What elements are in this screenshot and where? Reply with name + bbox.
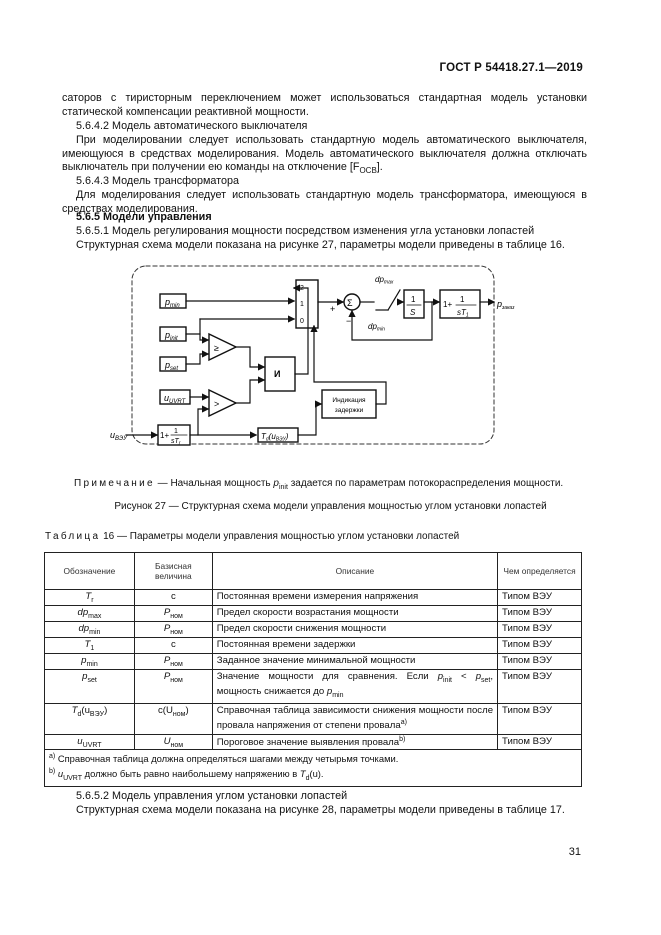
svg-text:>: >	[214, 399, 220, 409]
figure-note: Примечание — Начальная мощность $p_{init}$ задается по параметрам потокораспределения мощности.	[74, 478, 564, 491]
section-5-6-4-2-body: При моделировании следует использовать стандартную модель автоматического выключателя, имеющуюся в средствах моделирования. Модель автоматического выключателя должна отключать выключатель при получении ею команды на отключение $[F_{ОСВ}]$.	[62, 134, 587, 176]
block-diagram-figure-27	[110, 262, 515, 452]
row-6-description: Значение мощности для сравнения. Если $p_{init} < p_{set}$, мощность снижается до $p_{min}$	[212, 669, 497, 704]
input-uuvrt-block	[160, 390, 190, 405]
svg-text:uUVRT: $u_{UVRT}$	[164, 393, 186, 405]
header-base: Базисная величина	[134, 553, 212, 590]
table-row: $T_d(u_{ВЭУ})$ $c(U_{ном})$ Справочная таблица зависимости снижения мощности после провала напряжения от степени провала$^{a)}$ Типом ВЭУ	[45, 704, 582, 734]
table-caption: Таблица 16 — Параметры модели управления мощностью углом установки лопастей	[45, 531, 460, 542]
table-footnotes	[45, 750, 582, 786]
paragraph-continuation: саторов с тиристорным переключением может использоваться стандартная модель установки статической компенсации реактивной мощности.	[62, 92, 587, 118]
svg-text:1+: 1+	[160, 431, 170, 440]
svg-text:1: 1	[460, 295, 465, 304]
section-5-6-5-1-title: 5.6.5.1 Модель регулирования мощности посредством изменения угла установки лопастей	[76, 225, 535, 237]
section-5-6-5-title: 5.6.5 Модели управления	[76, 211, 212, 223]
table-row: $dp_{max}$ $P_{ном}$ Предел скорости возрастания мощности Типом ВЭУ	[45, 605, 582, 621]
svg-text:1: 1	[411, 295, 416, 304]
filter-block	[158, 425, 190, 447]
section-5-6-4-3-title: 5.6.4.3 Модель трансформатора	[76, 175, 240, 187]
selector-block	[296, 280, 318, 328]
figure-caption: Рисунок 27 — Структурная схема модели управления мощностью углом установки лопастей	[114, 501, 547, 512]
svg-text:задержки: задержки	[334, 407, 364, 414]
svg-text:И: И	[274, 369, 281, 379]
input-pmin-block	[160, 294, 186, 309]
svg-text:Td(uВЭУ): Td(uВЭУ)	[261, 432, 289, 443]
table-row: $p_{set}$ $P_{ном}$ Значение мощности для сравнения. Если $p_{init} < p_{set}$, мощность снижается до $p_{min}$ Типом ВЭУ	[45, 669, 582, 704]
footnote-a: $^{a)}$ Справочная таблица должна определяться шагами между четырьмя точками.	[49, 753, 399, 765]
section-5-6-5-2-title: 5.6.5.2 Модель управления углом установки лопастей	[76, 790, 348, 802]
svg-text:≥: ≥	[214, 343, 219, 353]
header-source: Чем определяется	[498, 553, 582, 590]
svg-text:sT1: sT1	[457, 308, 469, 319]
integrator-block	[404, 290, 424, 318]
document-header: ГОСТ Р 54418.27.1—2019	[439, 62, 583, 74]
table-row: $dp_{min}$ $P_{ном}$ Предел скорости снижения мощности Типом ВЭУ	[45, 621, 582, 637]
section-5-6-4-2-title: 5.6.4.2 Модель автоматического выключателя	[76, 120, 308, 132]
svg-text:dpmin: dpmin	[368, 322, 385, 333]
page-number: 31	[568, 846, 581, 858]
input-pinit-block	[160, 327, 186, 342]
table-row: $u_{UVRT}$ $U_{ном}$ Пороговое значение выявления провала$^{b)}$ Типом ВЭУ	[45, 734, 582, 750]
svg-text:pinit: $p_{init}$	[165, 330, 178, 342]
footnote-b: $^{b)}$ $u_{UVRT}$ должно быть равно наибольшему напряжению в $T_d(u)$.	[49, 767, 324, 782]
parameters-table	[44, 552, 582, 787]
figure-reference-text: Структурная схема модели показана на рисунке 27, параметры модели приведены в таблице 16.	[76, 239, 565, 251]
svg-text:dpmax: dpmax	[375, 275, 394, 286]
summing-junction	[330, 294, 360, 326]
svg-text:0: 0	[300, 318, 304, 325]
svg-text:sTr: $sT_r$	[171, 438, 181, 447]
svg-text:pset: $p_{set}$	[165, 360, 179, 372]
svg-text:1+: 1+	[443, 300, 453, 309]
and-gate-block	[265, 357, 295, 391]
table-header-row	[45, 553, 582, 590]
svg-text:S: S	[410, 308, 416, 317]
input-ubeu-label: $u_{ВЭУ}$	[110, 430, 128, 442]
header-description: Описание	[212, 553, 497, 590]
output-pcmd-label: $p_{заказ}$	[497, 299, 515, 311]
input-pset-block	[160, 357, 186, 372]
svg-text:Σ: Σ	[347, 298, 353, 308]
section-5-6-4-3-body: Для моделирования следует использовать стандартную модель трансформатора, имеющуюся в средствах моделирования.	[62, 189, 587, 215]
comparator-ge	[209, 334, 236, 360]
svg-text:pmin: $p_{min}$	[165, 297, 180, 309]
svg-text:2: 2	[300, 285, 304, 292]
table-row: $T_1$ с Постоянная времени задержки Типом ВЭУ	[45, 637, 582, 653]
svg-text:Индикация: Индикация	[332, 397, 366, 404]
comparator-gt	[209, 390, 236, 416]
rate-limiter-symbol	[368, 275, 400, 333]
table-row: $T_r$ с Постоянная времени измерения напряжения Типом ВЭУ	[45, 590, 582, 606]
svg-text:1: 1	[174, 428, 178, 435]
header-symbol: Обозначение	[45, 553, 135, 590]
svg-text:+: +	[330, 304, 336, 314]
table-row: $p_{min}$ $P_{ном}$ Заданное значение минимальной мощности Типом ВЭУ	[45, 653, 582, 669]
svg-text:1: 1	[300, 301, 304, 308]
svg-text:−: −	[346, 316, 352, 326]
figure-28-reference-text: Структурная схема модели показана на рисунке 28, параметры модели приведены в таблице 17.	[76, 804, 565, 816]
td-lookup-block	[258, 428, 298, 443]
delay-indicator-block	[322, 390, 376, 418]
lag-block	[440, 290, 480, 319]
